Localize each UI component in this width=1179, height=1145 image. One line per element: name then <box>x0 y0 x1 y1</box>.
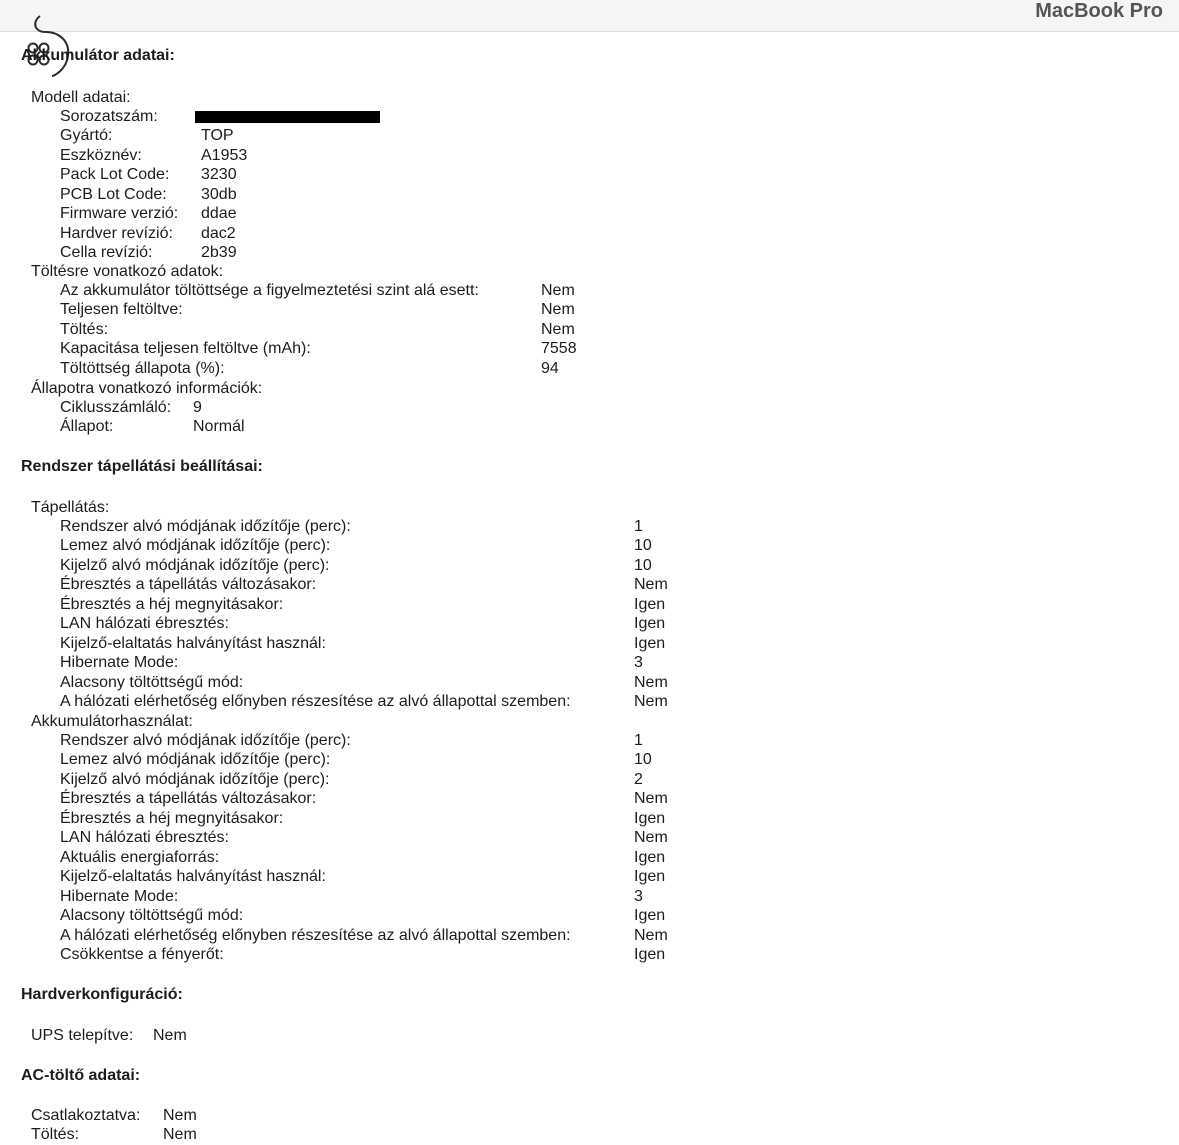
health-info-label: Állapotra vonatkozó információk: <box>31 380 263 397</box>
battery-power-row-value: 2 <box>634 770 643 788</box>
battery-power-row-label: LAN hálózati ébresztés: <box>60 829 229 847</box>
ac-power-row-value: Igen <box>634 634 666 652</box>
battery-power-row-value: Igen <box>634 945 666 963</box>
ac-power-row-label: Kijelző alvó módjának időzítője (perc): <box>60 556 330 574</box>
ac-charger-row-label: Töltés: <box>31 1126 80 1144</box>
model-info-row-value: ddae <box>201 205 237 223</box>
ac-power-row-label: Lemez alvó módjának időzítője (perc): <box>60 537 331 555</box>
charge-info-row-value: 7558 <box>541 340 577 358</box>
charge-info-label: Töltésre vonatkozó adatok: <box>31 263 224 280</box>
health-info-row-label: Ciklusszámláló: <box>60 399 172 416</box>
health-info-row-label: Állapot: <box>60 418 114 436</box>
model-info-row-value: 2b39 <box>201 244 237 262</box>
ac-power-row-label: Rendszer alvó módjának időzítője (perc): <box>60 518 351 535</box>
serial-redaction <box>195 111 380 123</box>
battery-power-row-value: Igen <box>634 848 666 866</box>
charge-info-row-label: Az akkumulátor töltöttsége a figyelmeztetési szint alá esett: <box>60 282 479 299</box>
model-info-row-label: Hardver revízió: <box>60 224 173 242</box>
ac-power-row-value: Nem <box>634 576 668 594</box>
battery-power-row-value: 3 <box>634 887 643 905</box>
model-info-row-label: Cella revízió: <box>60 244 153 262</box>
ac-power-row-label: Hibernate Mode: <box>60 654 179 672</box>
ac-charger-row-value: Nem <box>163 1107 197 1124</box>
window-title: MacBook Pro <box>1035 0 1163 22</box>
ac-power-row-value: 1 <box>634 518 643 535</box>
battery-power-row-label: Aktuális energiaforrás: <box>60 848 220 866</box>
ac-power-row-value: 3 <box>634 654 643 672</box>
model-info-row-value: dac2 <box>201 224 236 242</box>
health-info-row-value: 9 <box>193 399 202 416</box>
model-info-row-label: Eszköznév: <box>60 146 142 164</box>
ac-power-row-value: Nem <box>634 693 668 711</box>
ac-power-row-value: Igen <box>634 615 666 633</box>
ac-power-row-value: Igen <box>634 595 666 613</box>
battery-power-row-label: Csökkentse a fényerőt: <box>60 945 224 963</box>
battery-power-label: Akkumulátorhasználat: <box>31 713 193 730</box>
ac-charger-row-value: Nem <box>163 1126 197 1144</box>
battery-power-row-value: Igen <box>634 809 666 827</box>
battery-power-row-label: Kijelző-elaltatás halványítást használ: <box>60 868 326 886</box>
ac-power-row-label: Alacsony töltöttségű mód: <box>60 673 244 691</box>
battery-power-row-label: Hibernate Mode: <box>60 887 179 905</box>
model-info-row-value: 30db <box>201 185 237 203</box>
battery-power-row-label: A hálózati elérhetőség előnyben részesítése az alvó állapottal szemben: <box>60 926 571 944</box>
model-info-row-label: Firmware verzió: <box>60 205 179 223</box>
ac-power-row-value: 10 <box>634 537 652 555</box>
model-info-row-value: TOP <box>201 127 234 145</box>
power-settings-heading: Rendszer tápellátási beállításai: <box>21 458 263 475</box>
battery-power-row-value: Igen <box>634 868 666 886</box>
battery-power-row-label: Ébresztés a tápellátás változásakor: <box>60 790 317 808</box>
model-info-row-value: A1953 <box>201 146 248 164</box>
model-info-row-label: Sorozatszám: <box>60 108 158 125</box>
charge-info-row-value: 94 <box>541 359 559 377</box>
battery-power-row-value: 1 <box>634 732 643 749</box>
battery-power-row-value: Nem <box>634 790 668 808</box>
battery-power-row-label: Alacsony töltöttségű mód: <box>60 907 244 925</box>
ac-power-row-value: Nem <box>634 673 668 691</box>
battery-power-row-value: Igen <box>634 907 666 925</box>
ac-charger-row-label: Csatlakoztatva: <box>31 1107 141 1124</box>
hardware-heading: Hardverkonfiguráció: <box>21 986 183 1003</box>
charge-info-row-value: Nem <box>541 282 575 299</box>
charge-info-row-value: Nem <box>541 320 575 338</box>
model-info-row-label: Pack Lot Code: <box>60 166 170 184</box>
battery-heading: Akkumulátor adatai: <box>21 47 175 64</box>
ac-power-row-value: 10 <box>634 556 652 574</box>
charge-info-row-label: Kapacitása teljesen feltöltve (mAh): <box>60 340 311 358</box>
charge-info-row-label: Teljesen feltöltve: <box>60 301 183 319</box>
hardware-row-value: Nem <box>153 1027 187 1044</box>
charge-info-row-label: Töltés: <box>60 320 109 338</box>
ac-power-row-label: Ébresztés a tápellátás változásakor: <box>60 576 317 594</box>
battery-power-row-value: 10 <box>634 751 652 769</box>
ac-power-row-label: Kijelző-elaltatás halványítást használ: <box>60 634 326 652</box>
battery-power-row-label: Kijelző alvó módjának időzítője (perc): <box>60 770 330 788</box>
ac-power-label: Tápellátás: <box>31 499 110 516</box>
charge-info-row-value: Nem <box>541 301 575 319</box>
ac-charger-heading: AC-töltő adatai: <box>21 1067 141 1084</box>
model-info-label: Modell adatai: <box>31 89 131 106</box>
health-info-row-value: Normál <box>193 418 245 436</box>
battery-power-row-value: Nem <box>634 829 668 847</box>
model-info-row-value: 3230 <box>201 166 237 184</box>
model-info-row-label: PCB Lot Code: <box>60 185 167 203</box>
model-info-row-label: Gyártó: <box>60 127 113 145</box>
battery-power-row-label: Lemez alvó módjának időzítője (perc): <box>60 751 331 769</box>
battery-power-row-label: Rendszer alvó módjának időzítője (perc): <box>60 732 351 749</box>
charge-info-row-label: Töltöttség állapota (%): <box>60 359 225 377</box>
battery-power-row-value: Nem <box>634 926 668 944</box>
hardware-row-label: UPS telepítve: <box>31 1027 134 1044</box>
battery-power-row-label: Ébresztés a héj megnyitásakor: <box>60 809 284 827</box>
ac-power-row-label: A hálózati elérhetőség előnyben részesítése az alvó állapottal szemben: <box>60 693 571 711</box>
ac-power-row-label: Ébresztés a héj megnyitásakor: <box>60 595 284 613</box>
ac-power-row-label: LAN hálózati ébresztés: <box>60 615 229 633</box>
